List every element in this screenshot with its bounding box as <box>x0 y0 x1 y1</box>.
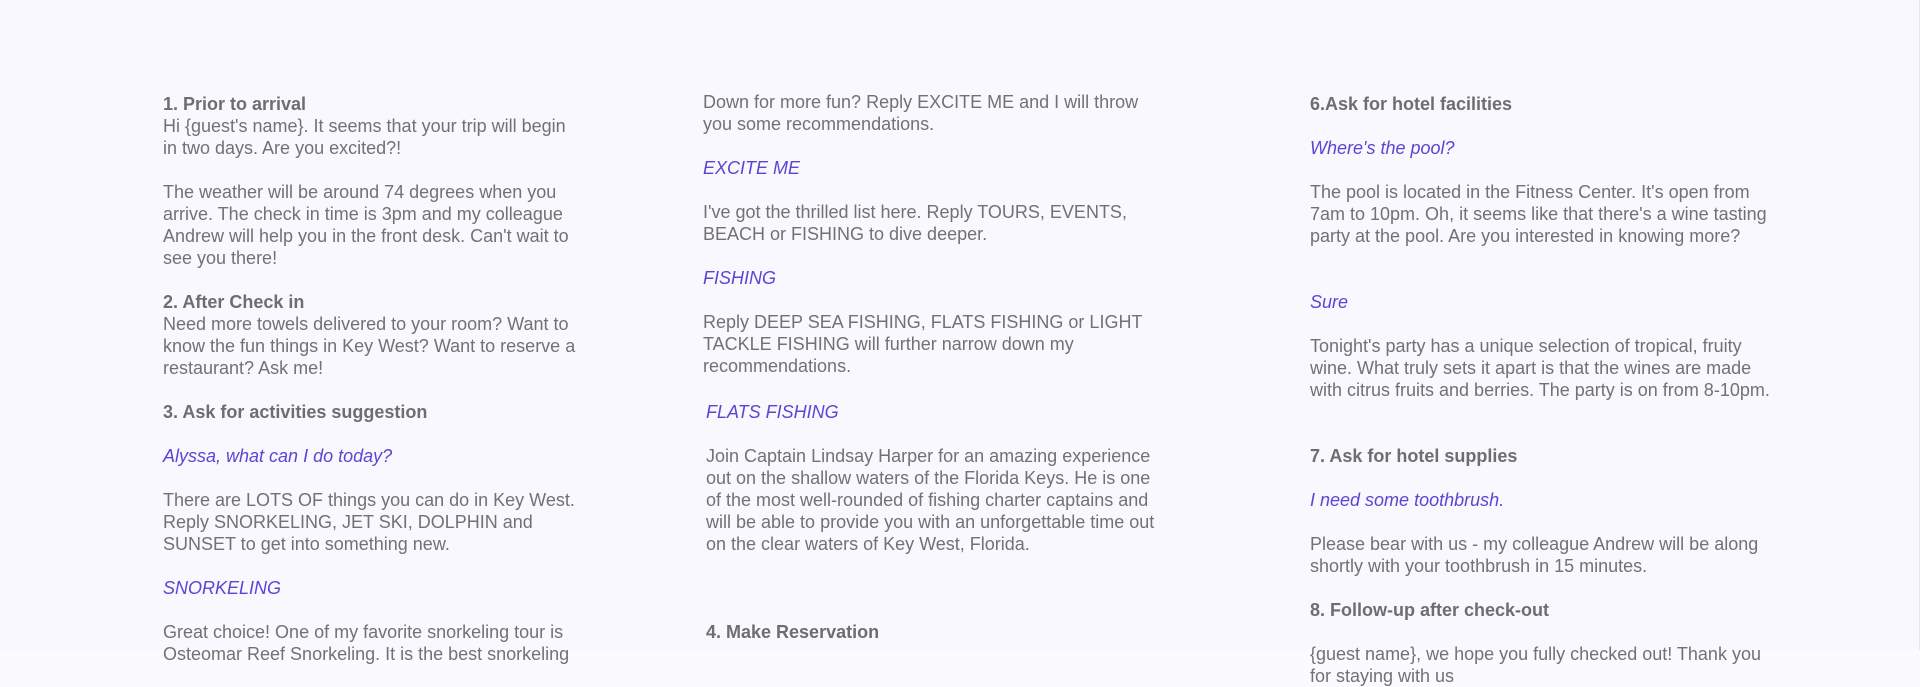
guest-message-excite-me: EXCITE ME <box>703 158 801 178</box>
bot-message-arrival-greeting: Hi {guest's name}. It seems that your trip will begin in two days. Are you excited?! <box>163 116 566 158</box>
bot-message-wine-party: Tonight's party has a unique selection of tropical, fruity wine. What truly sets it apart is that the wines are made with citrus fruits and berries. The party is on from 8-10pm. <box>1310 336 1770 400</box>
guest-message-toothbrush: I need some toothbrush. <box>1310 490 1505 510</box>
guest-message-fishing: FISHING <box>703 268 777 288</box>
bot-message-activities: There are LOTS OF things you can do in Key West. Reply SNORKELING, JET SKI, DOLPHIN and SUNSET to get into something new. <box>163 490 575 554</box>
guest-message-sure: Sure <box>1310 292 1349 312</box>
bot-message-thrilled-list: I've got the thrilled list here. Reply TOURS, EVENTS, BEACH or FISHING to dive deeper. <box>703 202 1127 244</box>
bot-message-toothbrush: Please bear with us - my colleague Andrew will be along shortly with your toothbrush in 15 minutes. <box>1310 534 1759 576</box>
section-heading-hotel-supplies: 7. Ask for hotel supplies <box>1310 446 1518 466</box>
bot-message-snorkeling: Great choice! One of my favorite snorkeling tour is Osteomar Reef Snorkeling. It is the best snorkeling <box>163 622 570 664</box>
bot-message-fishing-options: Reply DEEP SEA FISHING, FLATS FISHING or LIGHT TACKLE FISHING will further narrow down my recommendations. <box>703 312 1143 376</box>
section-heading-follow-up: 8. Follow-up after check-out <box>1310 600 1550 620</box>
guest-message-snorkeling: SNORKELING <box>163 578 282 598</box>
bot-message-pool: The pool is located in the Fitness Center. It's open from 7am to 10pm. Oh, it seems like that there's a wine tasting party at the pool. Are you interested in knowing more? <box>1310 182 1767 246</box>
section-heading-make-reservation: 4. Make Reservation <box>706 622 880 642</box>
guest-message-flats-fishing: FLATS FISHING <box>706 402 839 422</box>
guest-message-pool: Where's the pool? <box>1310 138 1455 158</box>
bot-message-arrival-weather: The weather will be around 74 degrees when you arrive. The check in time is 3pm and my colleague Andrew will help you in the front desk. Can't wait to see you there! <box>163 182 569 268</box>
section-heading-prior-to-arrival: 1. Prior to arrival <box>163 94 307 114</box>
bot-message-more-fun: Down for more fun? Reply EXCITE ME and I will throw you some recommendations. <box>703 92 1139 134</box>
section-heading-hotel-facilities: 6.Ask for hotel facilities <box>1310 94 1513 114</box>
bot-message-after-check-in: Need more towels delivered to your room? Want to know the fun things in Key West? Want to reserve a restaurant? Ask me! <box>163 314 576 378</box>
section-heading-after-check-in: 2. After Check in <box>163 292 305 312</box>
bot-message-follow-up: {guest name}, we hope you fully checked out! Thank you for staying with us <box>1310 644 1761 686</box>
guest-message-activities: Alyssa, what can I do today? <box>163 446 393 466</box>
bot-message-flats-fishing: Join Captain Lindsay Harper for an amazing experience out on the shallow waters of the Florida Keys. He is one of the most well-rounded of fishing charter captains and will be able to provide you with an unforgettable time out on the clear waters of Key West, Florida. <box>706 446 1155 554</box>
section-heading-activities: 3. Ask for activities suggestion <box>163 402 428 422</box>
